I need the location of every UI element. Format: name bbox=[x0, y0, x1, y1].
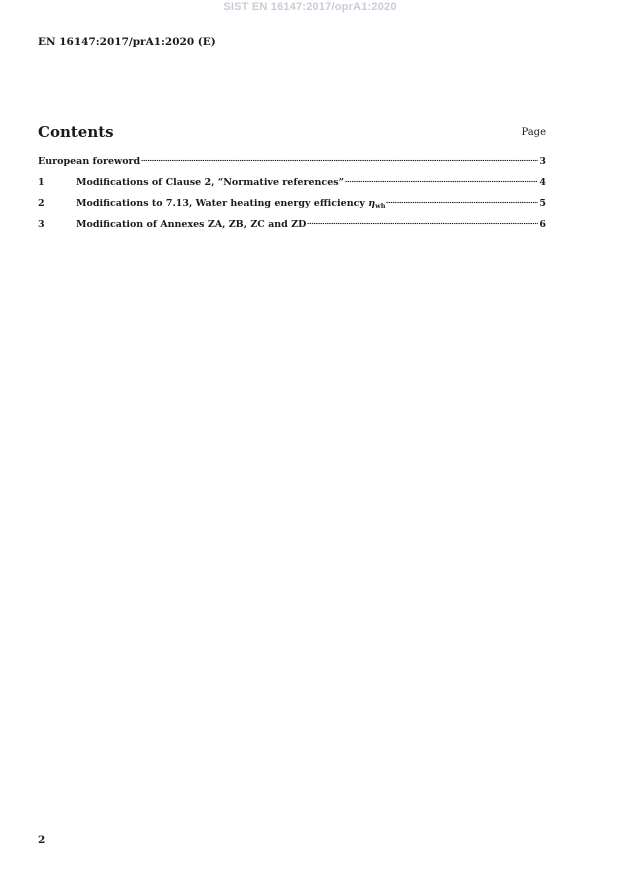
toc-entry-number: 3 bbox=[38, 219, 45, 230]
toc-entry-number: 1 bbox=[38, 177, 45, 188]
toc-entry-clause-1[interactable] bbox=[38, 177, 546, 198]
dot-leader bbox=[386, 200, 538, 204]
contents-title: Contents bbox=[38, 123, 114, 141]
page-column-label: Page bbox=[521, 127, 546, 138]
table-of-contents bbox=[38, 156, 546, 240]
toc-entry-title: European foreword bbox=[38, 156, 141, 167]
toc-entry-page: 6 bbox=[539, 219, 546, 230]
page-number: 2 bbox=[38, 834, 46, 846]
toc-entry-page: 5 bbox=[539, 198, 546, 209]
eta-subscript: wh bbox=[375, 202, 386, 210]
contents-header bbox=[38, 123, 546, 143]
toc-entry-page: 4 bbox=[539, 177, 546, 188]
dot-leader bbox=[345, 179, 538, 183]
dot-leader bbox=[307, 221, 538, 225]
toc-entry-clause-3[interactable] bbox=[38, 219, 546, 240]
toc-entry-european-foreword[interactable] bbox=[38, 156, 546, 177]
toc-entry-title: Modification of Annexes ZA, ZB, ZC and ZD bbox=[76, 219, 307, 230]
watermark: SIST EN 16147:2017/oprA1:2020 bbox=[223, 1, 397, 13]
toc-entry-title bbox=[76, 198, 385, 209]
dot-leader bbox=[141, 158, 538, 162]
toc-entry-page: 3 bbox=[539, 156, 546, 167]
document-id: EN 16147:2017/prA1:2020 (E) bbox=[38, 36, 216, 48]
toc-entry-clause-2[interactable] bbox=[38, 198, 546, 219]
toc-entry-number: 2 bbox=[38, 198, 45, 209]
toc-entry-title: Modifications of Clause 2, “Normative references” bbox=[76, 177, 345, 188]
toc-entry-title-text: Modifications to 7.13, Water heating energy efficiency bbox=[76, 198, 369, 209]
eta-symbol: η bbox=[368, 198, 376, 209]
